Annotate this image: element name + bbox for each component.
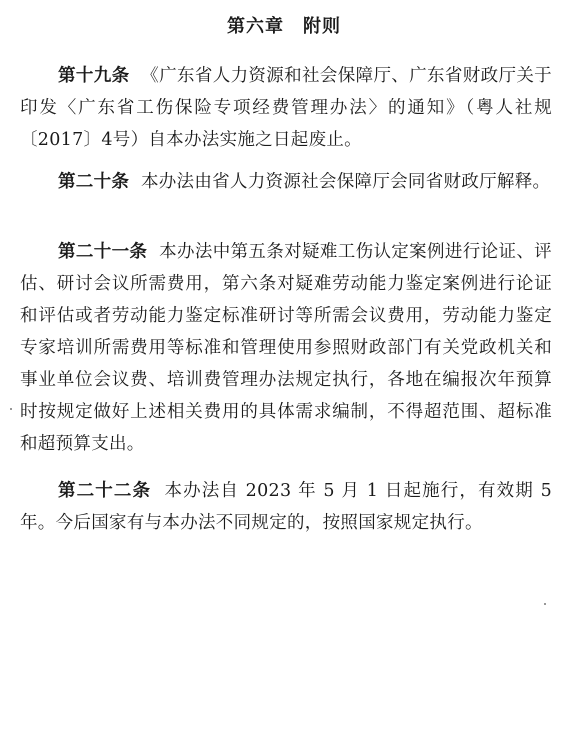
article-text: 本办法中第五条对疑难工伤认定案例进行论证、评估、研讨会议所需费用，第六条对疑难劳动能力鉴定案例进行论证和评估或者劳动能力鉴定标准研讨等所需会议费用，劳动能力鉴定专家培训所需费用等标准和管理使用参照财政部门有关党政机关和事业单位会议费、培训费管理办法规定执行，各地在编报次年预算时按规定做好上述相关费用的具体需求编制，不得超范围、超标准和超预算支出。 <box>20 242 552 454</box>
article-22 <box>20 475 552 539</box>
article-20 <box>20 166 552 198</box>
article-label: 第二十二条 <box>58 481 152 501</box>
article-text: 《广东省人力资源和社会保障厅、广东省财政厅关于印发〈广东省工伤保险专项经费管理办法〉的通知》（粤人社规〔2017〕4号）自本办法实施之日起废止。 <box>20 66 552 150</box>
scan-speck <box>10 408 12 410</box>
article-text: 本办法由省人力资源社会保障厅会同省财政厅解释。 <box>140 172 551 192</box>
chapter-title: 第六章 附则 <box>227 16 341 37</box>
article-label: 第二十条 <box>58 172 130 192</box>
article-21 <box>20 236 552 460</box>
article-text: 本办法自 2023 年 5 月 1 日起施行，有效期 5 年。今后国家有与本办法不同规定的，按照国家规定执行。 <box>20 481 552 533</box>
scan-speck <box>544 603 546 605</box>
article-19 <box>20 60 552 156</box>
article-label: 第二十一条 <box>58 242 148 262</box>
article-label: 第十九条 <box>58 66 130 86</box>
